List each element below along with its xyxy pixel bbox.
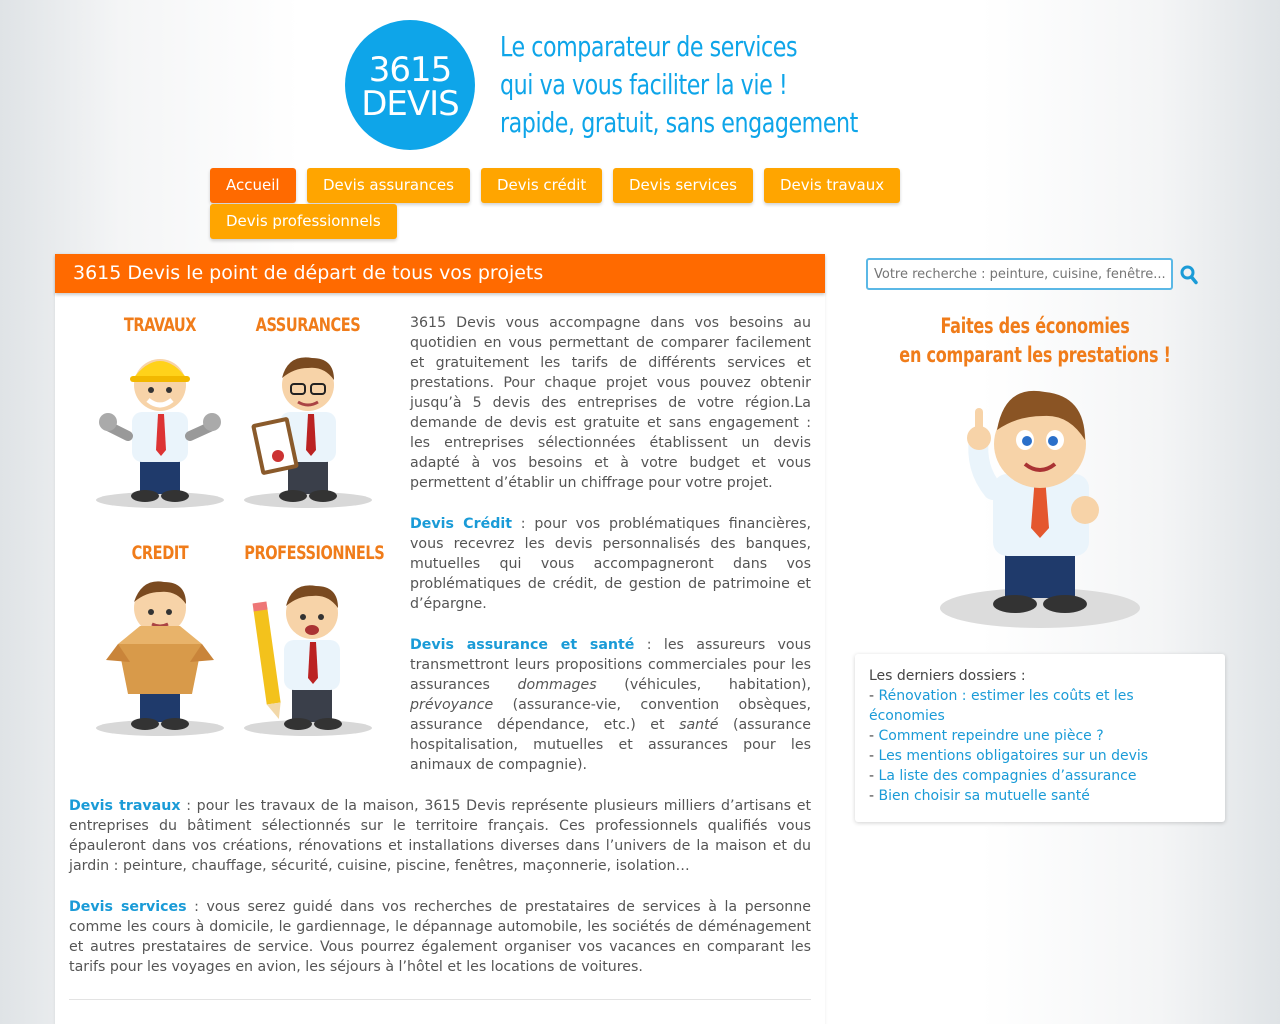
nav-devis-credit[interactable]: Devis crédit [481, 168, 602, 203]
credit-text: : pour vos problématiques financières, vous recevrez les devis personnalisés des banques, mutuelles qui vous accompagneront dans vos problématiques de crédit, de gestion de patrimoine et d’épargne. [410, 516, 811, 612]
dossier-link[interactable]: Rénovation : estimer les coûts et les économies [869, 688, 1134, 724]
promo-line: Faites des économies [940, 314, 1130, 338]
dossier-item: - La liste des compagnies d’assurance [869, 768, 1137, 784]
main-panel [55, 254, 825, 1024]
logo-word: DEVIS [361, 84, 459, 124]
dossier-link[interactable]: Comment repeindre une pièce ? [878, 728, 1104, 744]
devis-services-link[interactable]: Devis services [69, 899, 187, 915]
site-tagline [500, 28, 907, 142]
pencil-figure-icon [238, 568, 378, 738]
figure-professionnels[interactable] [233, 542, 383, 738]
search-icon[interactable] [1180, 265, 1198, 285]
figure-credit[interactable] [85, 542, 235, 738]
nav-accueil[interactable]: Accueil [210, 168, 296, 203]
worker-figure-icon [90, 340, 230, 510]
nav-devis-assurances[interactable]: Devis assurances [307, 168, 470, 203]
dossiers-title: Les derniers dossiers : [869, 668, 1026, 684]
dossier-item: - Les mentions obligatoires sur un devis [869, 748, 1149, 764]
assurance-emphasis: santé [679, 717, 719, 733]
content-divider [69, 999, 811, 1000]
services-paragraph [69, 897, 811, 977]
insurer-figure-icon [238, 340, 378, 510]
site-logo[interactable] [345, 20, 475, 150]
assurance-text: (assurance-vie, convention obsèques, assurance dépendance, etc.) et [410, 697, 811, 733]
assurance-paragraph [410, 635, 811, 775]
figure-label: ASSURANCES [255, 314, 361, 336]
services-text: : vous serez guidé dans vos recherches de prestataires de services à la personne comme les cours à domicile, le gardiennage, le dépannage automobile, les sociétés de déménagement et autres prestataires de service. Vous pourrez également organiser vos vacances en comparant les tarifs pour les voyages en avion, les séjours à l’hôtel et les locations de voitures. [69, 899, 812, 975]
figure-label: PROFESSIONNELS [244, 542, 385, 564]
tagline-line: rapide, gratuit, sans engagement [500, 106, 858, 139]
assurance-emphasis: prévoyance [410, 697, 494, 713]
details-section [69, 796, 811, 998]
search-input[interactable] [866, 258, 1173, 290]
dossier-link[interactable]: La liste des compagnies d’assurance [878, 768, 1137, 784]
assurance-text: : les assureurs vous transmettront leurs propositions commerciales pour les assurances [410, 637, 811, 693]
dossier-link[interactable]: Bien choisir sa mutuelle santé [878, 788, 1090, 804]
assurance-text: (véhicules, habitation), [596, 677, 811, 693]
figure-label: CREDIT [131, 542, 189, 564]
travaux-text: : pour les travaux de la maison, 3615 Devis représente plusieurs milliers d’artisans et entreprises du bâtiment sélectionnés sur le territoire français. Ces professionnels qualifiés vous épauleront dans vos créations, rénovations et installations diverses dans l’univers de la maison et du jardin : peinture, chauffage, sécurité, cuisine, piscine, fenêtres, maçonnerie, isolation… [69, 798, 812, 874]
intro-section [410, 313, 811, 796]
intro-paragraph: 3615 Devis vous accompagne dans vos besoins au quotidien en vous permettant de comparer facilement et gratuitement les tarifs de différents services et prestations. Pour chaque projet vous pouvez obtenir jusqu’à 5 devis des entreprises de votre région.La demande de devis est gratuite et sans engagement : les entreprises sélectionnées établissent un devis adapté à vos besoins et à votre budget et vous permettent d’établir un chiffrage pour votre projet. [410, 315, 811, 491]
category-figures [85, 314, 395, 744]
figure-label: TRAVAUX [123, 314, 197, 336]
page-title: 3615 Devis le point de départ de tous vos projets [55, 254, 825, 293]
recent-dossiers-box [855, 654, 1225, 822]
mascot-figure-icon [935, 378, 1145, 638]
credit-paragraph [410, 514, 811, 614]
devis-assurance-link[interactable]: Devis assurance et santé [410, 637, 635, 653]
tagline-line: Le comparateur de services [500, 30, 798, 63]
dossier-item: - Rénovation : estimer les coûts et les économies [869, 688, 1134, 724]
devis-credit-link[interactable]: Devis Crédit [410, 516, 513, 532]
travaux-paragraph [69, 796, 811, 876]
figure-travaux[interactable] [85, 314, 235, 510]
dossier-item: - Bien choisir sa mutuelle santé [869, 788, 1090, 804]
promo-banner [860, 312, 1210, 370]
dossier-item: - Comment repeindre une pièce ? [869, 728, 1104, 744]
figure-assurances[interactable] [233, 314, 383, 510]
nav-devis-travaux[interactable]: Devis travaux [764, 168, 900, 203]
devis-travaux-link[interactable]: Devis travaux [69, 798, 181, 814]
logo-number: 3615 [368, 50, 452, 90]
assurance-emphasis: dommages [517, 677, 597, 693]
dossier-link[interactable]: Les mentions obligatoires sur un devis [878, 748, 1149, 764]
tagline-line: qui va vous faciliter la vie ! [500, 68, 788, 101]
nav-devis-professionnels[interactable]: Devis professionnels [210, 204, 397, 239]
box-figure-icon [90, 568, 230, 738]
assurance-text: (assurance hospitalisation, mutuelles et assurances pour les animaux de compagnie). [410, 717, 811, 773]
promo-line: en comparant les prestations ! [899, 343, 1171, 367]
nav-devis-services[interactable]: Devis services [613, 168, 753, 203]
